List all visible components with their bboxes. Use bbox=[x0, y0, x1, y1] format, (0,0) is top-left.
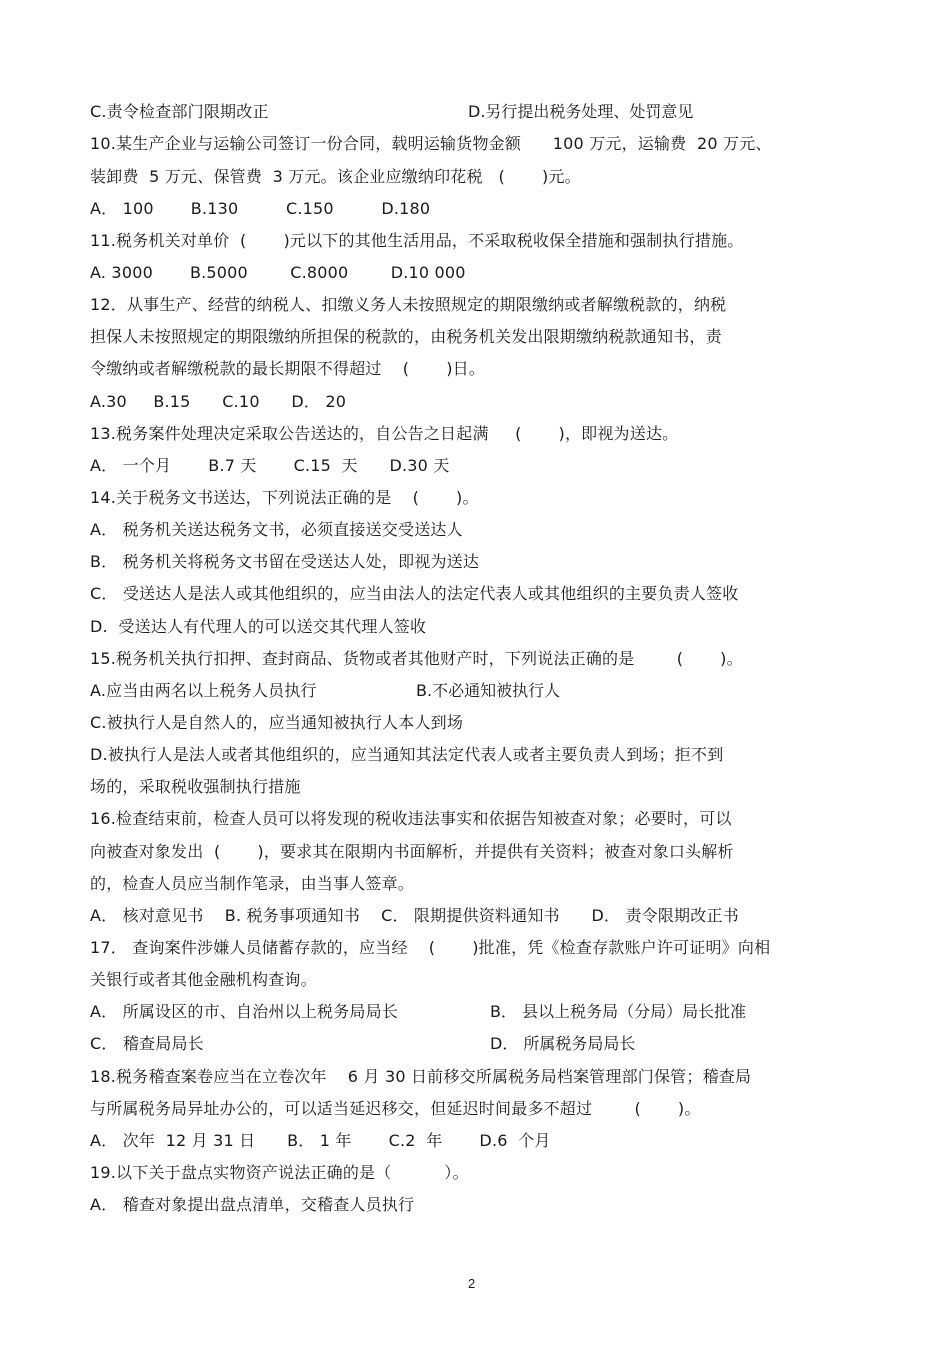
question-18-options: A． 次年 12 月 31 日 B． 1 年 C.2 年 D.6 个月 bbox=[90, 1131, 551, 1150]
question-15-option-a: A.应当由两名以上税务人员执行 bbox=[90, 681, 317, 700]
question-17-line-2: 关银行或者其他金融机构查询。 bbox=[90, 970, 317, 989]
question-16-options: A． 核对意见书 B. 税务事项通知书 C． 限期提供资料通知书 D． 责令限期改正书 bbox=[90, 906, 739, 925]
question-14-option-a: A． 税务机关送达税务文书，必须直接送交受送达人 bbox=[90, 520, 463, 539]
question-14-option-c: C． 受送达人是法人或其他组织的，应当由法人的法定代表人或其他组织的主要负责人签收 bbox=[90, 584, 739, 603]
question-15-option-d-line-2: 场的，采取税收强制执行措施 bbox=[90, 777, 301, 796]
question-10-options: A． 100 B.130 C.150 D.180 bbox=[90, 199, 431, 218]
question-12-options: A.30 B.15 C.10 D． 20 bbox=[90, 392, 347, 411]
question-11-options: A. 3000 B.5000 C.8000 D.10 000 bbox=[90, 263, 466, 282]
question-18-line-2: 与所属税务局异址办公的，可以适当延迟移交，但延迟时间最多不超过 ( )。 bbox=[90, 1099, 701, 1118]
question-19: 19.以下关于盘点实物资产说法正确的是（ ）。 bbox=[90, 1163, 469, 1182]
question-14: 14.关于税务文书送达，下列说法正确的是 ( )。 bbox=[90, 488, 479, 507]
question-12-line-2: 担保人未按照规定的期限缴纳所担保的税款的，由税务机关发出限期缴纳税款通知书，责 bbox=[90, 327, 722, 346]
question-15-option-d-line-1: D.被执行人是法人或者其他组织的，应当通知其法定代表人或者主要负责人到场；拒不到 bbox=[90, 745, 724, 764]
question-17-option-b: B． 县以上税务局（分局）局长批准 bbox=[490, 1002, 747, 1021]
question-17-option-c: C． 稽查局局长 bbox=[90, 1034, 204, 1053]
page-number: 2 bbox=[468, 1276, 476, 1291]
question-10-line-2: 装卸费 5 万元、保管费 3 万元。该企业应缴纳印花税 ( )元。 bbox=[90, 167, 581, 186]
question-15-option-b: B.不必通知被执行人 bbox=[416, 681, 561, 700]
question-13: 13.税务案件处理决定采取公告送达的，自公告之日起满 ( )，即视为送达。 bbox=[90, 424, 679, 443]
question-12-line-3: 令缴纳或者解缴税款的最长期限不得超过 ( )日。 bbox=[90, 359, 486, 378]
question-14-option-b: B． 税务机关将税务文书留在受送达人处，即视为送达 bbox=[90, 552, 480, 571]
question-17-option-a: A． 所属设区的市、自治州以上税务局局长 bbox=[90, 1002, 399, 1021]
question-15: 15.税务机关执行扣押、查封商品、货物或者其他财产时，下列说法正确的是 ( )。 bbox=[90, 649, 743, 668]
question-19-option-a: A． 稽查对象提出盘点清单，交稽查人员执行 bbox=[90, 1195, 415, 1214]
question-16-line-3: 的，检查人员应当制作笔录，由当事人签章。 bbox=[90, 874, 415, 893]
option-c-q9: C.责令检查部门限期改正 bbox=[90, 102, 269, 121]
question-15-option-c: C.被执行人是自然人的，应当通知被执行人本人到场 bbox=[90, 713, 464, 732]
question-16-line-1: 16.检查结束前，检查人员可以将发现的税收违法事实和依据告知被查对象；必要时，可以 bbox=[90, 809, 732, 828]
question-17-line-1: 17． 查询案件涉嫌人员储蓄存款的，应当经 ( )批准，凭《检查存款账户许可证明》向相 bbox=[90, 938, 771, 957]
question-11: 11.税务机关对单价 ( )元以下的其他生活用品，不采取税收保全措施和强制执行措施。 bbox=[90, 231, 744, 250]
question-14-option-d: D. 受送达人有代理人的可以送交其代理人签收 bbox=[90, 617, 427, 636]
question-18-line-1: 18.税务稽查案卷应当在立卷次年 6 月 30 日前移交所属税务局档案管理部门保管；稽查局 bbox=[90, 1067, 752, 1086]
question-10-line-1: 10.某生产企业与运输公司签订一份合同，载明运输货物金额 100 万元，运输费 20 万元、 bbox=[90, 134, 772, 153]
question-17-option-d: D． 所属税务局局长 bbox=[490, 1034, 636, 1053]
question-12-line-1: 12．从事生产、经营的纳税人、扣缴义务人未按照规定的期限缴纳或者解缴税款的，纳税 bbox=[90, 295, 727, 314]
question-13-options: A． 一个月 B.7 天 C.15 天 D.30 天 bbox=[90, 456, 450, 475]
option-d-q9: D.另行提出税务处理、处罚意见 bbox=[468, 102, 694, 121]
question-16-line-2: 向被查对象发出 ( )，要求其在限期内书面解析，并提供有关资料；被查对象口头解析 bbox=[90, 842, 734, 861]
